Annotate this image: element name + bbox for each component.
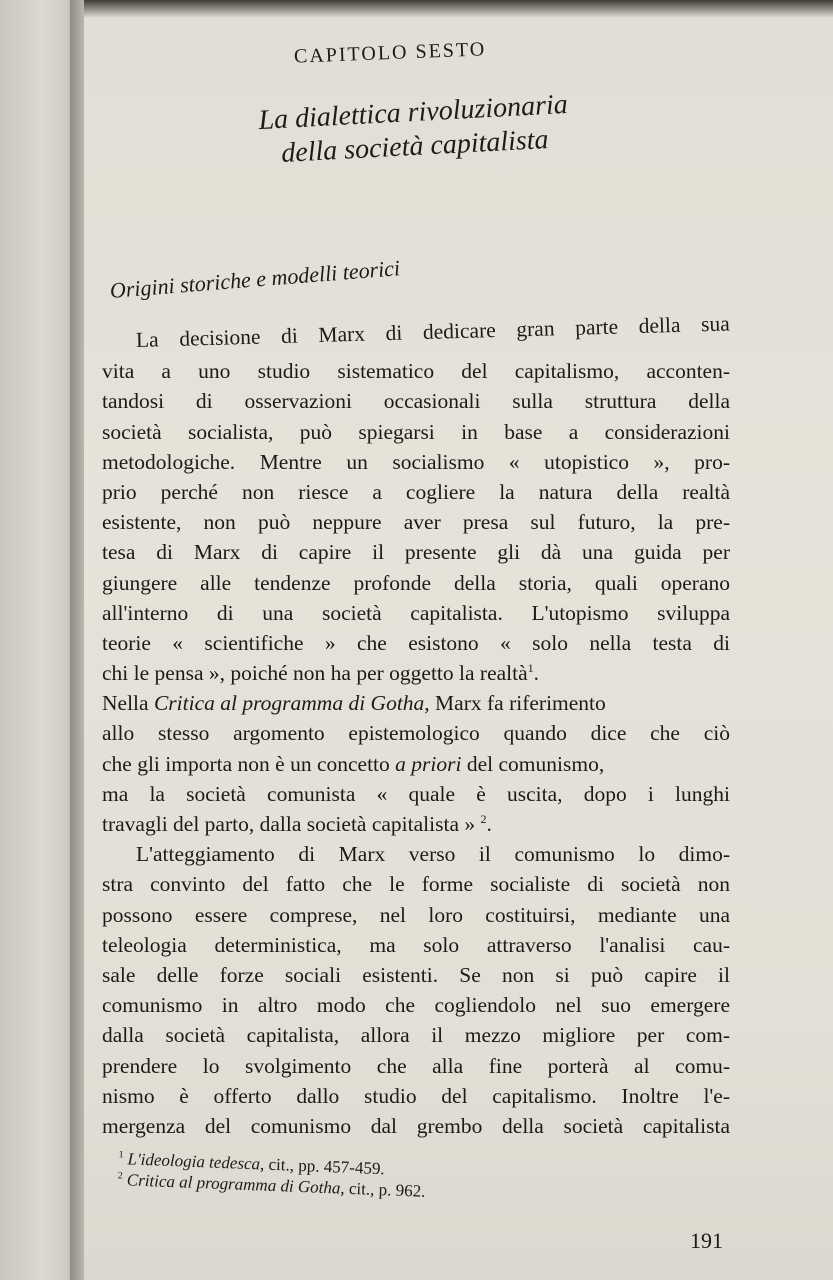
text-line: L'atteggiamento di Marx verso il comunismo lo dimo-: [136, 842, 730, 867]
text-line: allo stesso argomento epistemologico quando dice che ciò: [102, 721, 730, 746]
text-line: ma la società comunista « quale è uscita, dopo i lunghi: [102, 781, 730, 806]
footnote-number: 2: [117, 1170, 123, 1182]
text-line: [102, 749, 730, 779]
text-line: chi le pensa », poiché non ha per oggetto la realtà$^1$.: [102, 660, 540, 686]
text-line: all'interno di una società capitalista. L'utopismo sviluppa: [102, 600, 730, 625]
text-line: tandosi di osservazioni occasionali sulla struttura della: [102, 389, 730, 414]
text-line: società socialista, può spiegarsi in base a considerazioni: [102, 419, 730, 444]
text-line: nismo è offerto dallo studio del capitalismo. Inoltre l'e-: [102, 1083, 730, 1108]
text-line: metodologiche. Mentre un socialismo « utopistico », pro-: [102, 449, 730, 474]
text-line: teleologia deterministica, ma solo attraverso l'analisi cau-: [102, 932, 730, 957]
footnotes: [117, 1148, 678, 1211]
text-line: stra convinto del fatto che le forme socialiste di società non: [102, 872, 730, 897]
text-line: sale delle forze sociali esistenti. Se non si può capire il: [102, 962, 730, 987]
text-line: dalla società capitalista, allora il mezzo migliore per com-: [102, 1023, 730, 1048]
text-segment: .: [486, 812, 492, 836]
text-line: giungere alle tendenze profonde della storia, quali operano: [102, 570, 730, 595]
text-line: comunismo in altro modo che cogliendolo nel suo emergere: [102, 993, 730, 1018]
footnote-number: 1: [118, 1149, 124, 1161]
footnote-ref: 2: [480, 811, 487, 826]
text-line: [102, 688, 730, 718]
page-number: 191: [690, 1228, 723, 1253]
footnote-text: , cit., pp. 457-459.: [259, 1154, 386, 1179]
text-line: esistente, non può neppure aver presa sul futuro, la pre-: [102, 510, 730, 535]
left-page-edge: [0, 0, 78, 1280]
text-line: prendere lo svolgimento che alla fine porterà al comu-: [102, 1053, 730, 1078]
text-segment: travagli del parto, dalla società capitalista »: [102, 812, 476, 836]
body-text: [102, 311, 731, 1141]
text-line: mergenza del comunismo dal grembo della società capitalista: [102, 1113, 730, 1138]
text-line: teorie « scientifiche » che esistono « solo nella testa di: [102, 630, 730, 655]
chapter-title-line-2: della società capitalista: [280, 123, 550, 169]
footnote-title: L'ideologia tedesca: [127, 1149, 261, 1174]
text-line: tesa di Marx di capire il presente gli dà una guida per: [102, 540, 730, 565]
text-segment: Nella: [102, 691, 154, 716]
text-segment-italic: a priori: [395, 751, 462, 776]
text-line: vita a uno studio sistematico del capitalismo, acconten-: [102, 359, 730, 384]
text-line: possono essere comprese, nel loro costituirsi, mediante una: [102, 902, 730, 927]
text-segment-italic: Critica al programma di Gotha: [153, 691, 425, 716]
footnote-text: , cit., p. 962.: [340, 1178, 426, 1201]
text-segment: del comunismo,: [461, 751, 605, 776]
text-line: La decisione di Marx di dedicare gran parte della sua: [135, 311, 731, 353]
text-segment: che gli importa non è un concetto: [102, 751, 396, 776]
text-line: [102, 809, 730, 839]
footnote-ref: 1: [527, 660, 534, 675]
top-shadow: [84, 0, 833, 18]
text-line: prio perché non riesce a cogliere la natura della realtà: [102, 479, 730, 504]
chapter-title-line-1: La dialettica rivoluzionaria: [257, 88, 569, 137]
text-segment: , Marx fa riferimento: [424, 691, 606, 716]
text-segment: chi le pensa », poiché non ha per oggetto la realtà: [102, 661, 528, 686]
section-heading: Origini storiche e modelli teorici: [108, 255, 401, 303]
footnote-title: Critica al programma di Gotha: [126, 1170, 341, 1198]
book-page: [84, 0, 833, 1280]
chapter-label: CAPITOLO SESTO: [293, 38, 487, 68]
chapter-title: [203, 85, 626, 175]
